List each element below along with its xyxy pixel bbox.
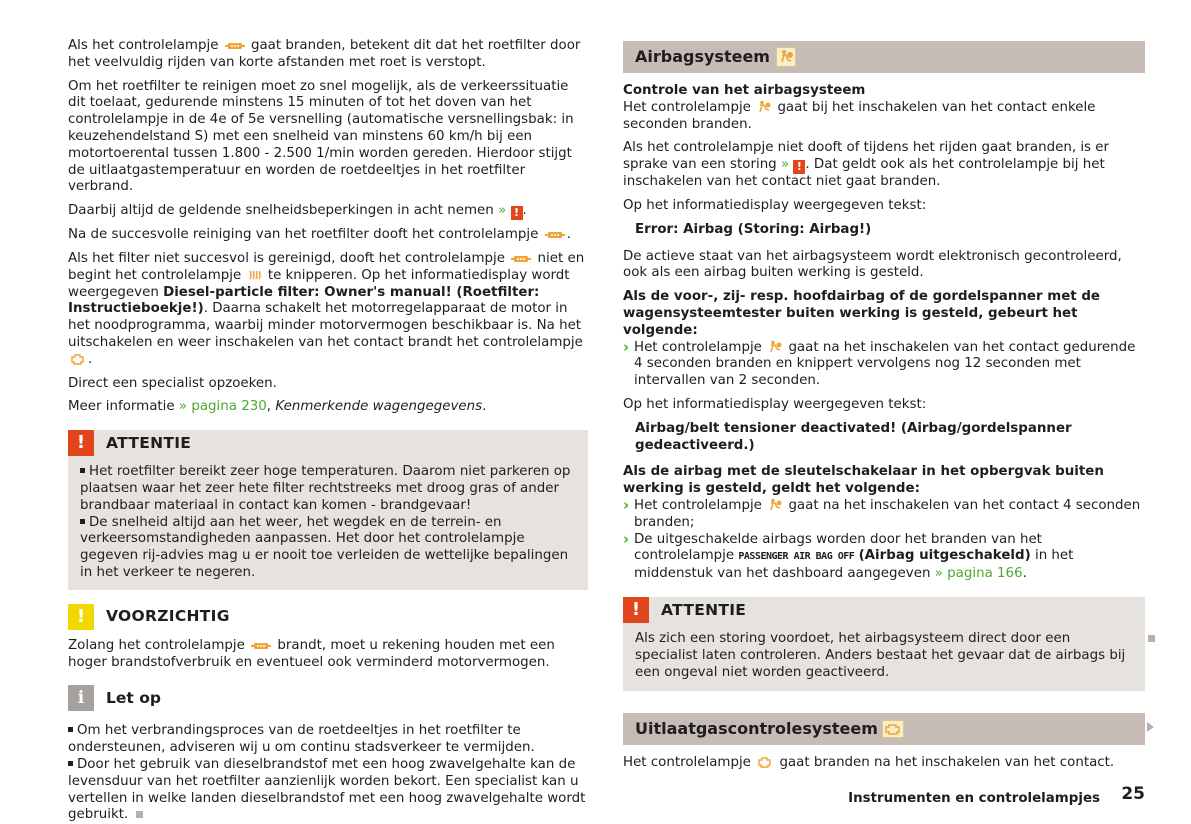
paragraph-display-text-2: Op het informatiedisplay weergegeven tekst: — [623, 396, 927, 412]
bullet-square — [68, 761, 73, 766]
warning-ref-icon[interactable]: ! — [511, 206, 523, 220]
airbag-warning-icon — [757, 100, 771, 113]
airbag-warning-icon — [776, 47, 796, 67]
list-item: Het roetfilter bereikt zeer hoge temperaturen. Daarom niet parkeren op plaatsen waar het zeer hete filter rechtstreeks met droog gras of ander brandbaar materiaal in contact kan komen - brandgevaar! — [80, 464, 571, 513]
engine-check-icon — [882, 720, 904, 738]
airbag-warning-icon — [768, 340, 782, 353]
paragraph-dpf-intro: Als het controlelampje gaat branden, betekent dit dat het roetfilter door het veelvuldig rijden van korte afstanden met roet is verstopt. — [68, 38, 581, 70]
subheading-key-switch: Als de airbag met de sleutelschakelaar in het opbergvak buiten werking is gesteld, geldt het volgende: — [623, 464, 1104, 497]
letop-body — [68, 723, 588, 824]
info-icon: i — [68, 685, 94, 711]
caution-icon: ! — [68, 604, 94, 630]
page-number: 25 — [1121, 784, 1145, 804]
display-message-error: Error: Airbag (Storing: Airbag!) — [635, 221, 872, 237]
list-item: › Het controlelampje gaat na het inschakelen van het contact gedurende 4 seconden branden en knippert vervolgens nog 12 seconden met intervallen van 2 seconden. — [623, 340, 1145, 390]
attentie-header — [68, 430, 588, 456]
dpf-filter-icon — [225, 41, 245, 51]
list-item: › De uitgeschakelde airbags worden door het branden van het controlelampje PASSENGER AIR BAG OFF (Airbag uitgeschakeld) in het middenstuk van het dashboard aangegeven » pagina 166. — [623, 532, 1145, 583]
uitlaat-section-header — [623, 713, 1145, 745]
controle-title: Controle van het airbagsysteem — [623, 83, 866, 98]
bullet-square — [80, 468, 85, 473]
footer-section-name: Instrumenten en controlelampjes — [848, 791, 1100, 806]
paragraph-active-state: De actieve staat van het airbagsysteem wordt elektronisch gecontroleerd, ook als een airbag buiten werking is gesteld. — [623, 248, 1122, 281]
airbag-section-header — [623, 41, 1145, 73]
right-column — [623, 41, 1145, 779]
bullet-square — [68, 727, 73, 732]
attentie-title: ATTENTIE — [106, 433, 192, 452]
paragraph-specialist: Direct een specialist opzoeken. — [68, 375, 277, 391]
left-column — [68, 38, 588, 824]
airbag-warning-icon — [768, 498, 782, 511]
paragraph-airbag-check: Het controlelampje gaat bij het inschakelen van het contact enkele seconden branden. — [623, 99, 1096, 132]
paragraph-airbag-fault: Als het controlelampje niet dooft of tijdens het rijden gaat branden, is er sprake van een storing » ! . Dat geldt ook als het controlelampje bij het inschakelen van het contact niet gaat branden. — [623, 140, 1110, 190]
voorzichtig-text: Zolang het controlelampje brandt, moet u rekening houden met een hoger brandstofverbruik en eventueel ook verminderd motorvermogen. — [68, 637, 555, 670]
continue-arrow-icon — [1147, 722, 1154, 732]
engine-check-icon — [70, 353, 86, 365]
list-item: De snelheid altijd aan het weer, het wegdek en de terrein- en verkeersomstandigheden aanpassen. Het door het controlelampje gegeven rij-advies mag u er nooit toe verleiden de wettelijke bepalingen in het verkeer te negeren. — [80, 514, 569, 580]
danger-icon: ! — [68, 430, 94, 456]
end-of-section-marker — [136, 811, 143, 818]
danger-icon: ! — [623, 597, 649, 623]
list-item: › Het controlelampje gaat na het inschakelen van het contact 4 seconden branden; — [623, 498, 1145, 532]
attentie-box-right — [623, 597, 1145, 691]
attentie-box-left — [68, 430, 588, 590]
passenger-airbag-off-label: PASSENGER AIR BAG OFF — [738, 551, 855, 563]
page-230-link[interactable]: » pagina 230 — [178, 399, 267, 415]
cross-ref-arrow[interactable]: » — [498, 203, 507, 219]
list-item: Door het gebruik van dieselbrandstof met een hoog zwavelgehalte kan de levensduur van het roetfilter aanzienlijk worden bekort. Een specialist kan u vertellen in welke landen dieselbrandstof met een hoog zwavelgehalte wordt gebruikt. — [68, 756, 586, 823]
glow-coil-icon — [248, 269, 262, 281]
attentie-title: ATTENTIE — [661, 600, 747, 619]
page-166-link[interactable]: » pagina 166 — [934, 566, 1023, 582]
attentie-body — [68, 456, 588, 582]
letop-title: Let op — [106, 688, 161, 707]
voorzichtig-header — [68, 604, 588, 630]
paragraph-speed-limits: Daarbij altijd de geldende snelheidsbeperkingen in acht nemen » ! . — [68, 203, 527, 220]
end-of-section-marker — [1148, 635, 1155, 642]
paragraph-cleaning: Om het roetfilter te reinigen moet zo snel mogelijk, als de verkeerssituatie dit toelaat, gedurende minstens 15 minuten of tot het doven van het controlelampje in de 4e of 5e versnelling (automatische versnellingsbak: in keuzehendelstand S) met een snelheid van minstens 60 km/h bij een motortoerental tussen 1.800 - 2.500 1/min worden gereden. Hierdoor stijgt de uitlaatgastemperatuur en worden de roetdeeltjes in het roetfilter verbrand. — [68, 78, 574, 195]
warning-ref-icon[interactable]: ! — [793, 160, 805, 174]
voorzichtig-title: VOORZICHTIG — [106, 607, 230, 626]
dpf-filter-icon — [545, 230, 565, 240]
attentie-header — [623, 597, 1145, 623]
airbag-section-title: Airbagsysteem — [635, 46, 770, 66]
paragraph-exhaust: Het controlelampje gaat branden na het inschakelen van het contact. — [623, 755, 1115, 771]
list-item: Om het verbrandingsproces van de roetdeeltjes in het roetfilter te ondersteunen, adviseren wij u om continu stadsverkeer te vermijden. — [68, 723, 535, 756]
subheading-deactivated-tester: Als de voor-, zij- resp. hoofdairbag of de gordelspanner met de wagensysteemtester buiten werking is gesteld, gebeurt het volgende: — [623, 289, 1101, 338]
bullet-square — [80, 519, 85, 524]
attentie-body: Als zich een storing voordoet, het airbagsysteem direct door een specialist laten controleren. Anders bestaat het gevaar dat de airbags bij een ongeval niet worden geactiveerd. — [635, 630, 1126, 680]
engine-check-icon — [757, 756, 773, 768]
dpf-filter-icon — [511, 254, 531, 264]
paragraph-display-text: Op het informatiedisplay weergegeven tekst: — [623, 197, 927, 213]
paragraph-failure: Als het filter niet succesvol is gereinigd, dooft het controlelampje niet en begint het controlelampje te knipperen. Op het informatiedisplay wordt weergegeven Diesel-particle filter: Owner's manual! (Roetfilter: Instructieboekje!). Daarna schakelt het motorregelapparaat de motor in het noodprogramma, waarbij minder motorvermogen beschikbaar is. Na het uitschakelen en weer inschakelen van het contact brandt het controlelampje . — [68, 250, 585, 367]
uitlaat-section-title: Uitlaatgascontrolesysteem — [635, 718, 878, 738]
cross-ref-arrow[interactable]: » — [780, 157, 790, 173]
display-message-deactivated: Airbag/belt tensioner deactivated! (Airbag/gordelspanner gedeactiveerd.) — [635, 420, 1072, 453]
letop-header — [68, 685, 588, 711]
paragraph-more-info: Meer informatie » pagina 230, Kenmerkende wagengegevens. — [68, 399, 487, 415]
paragraph-success: Na de succesvolle reiniging van het roetfilter dooft het controlelampje . — [68, 227, 571, 243]
dpf-filter-icon — [251, 641, 271, 651]
